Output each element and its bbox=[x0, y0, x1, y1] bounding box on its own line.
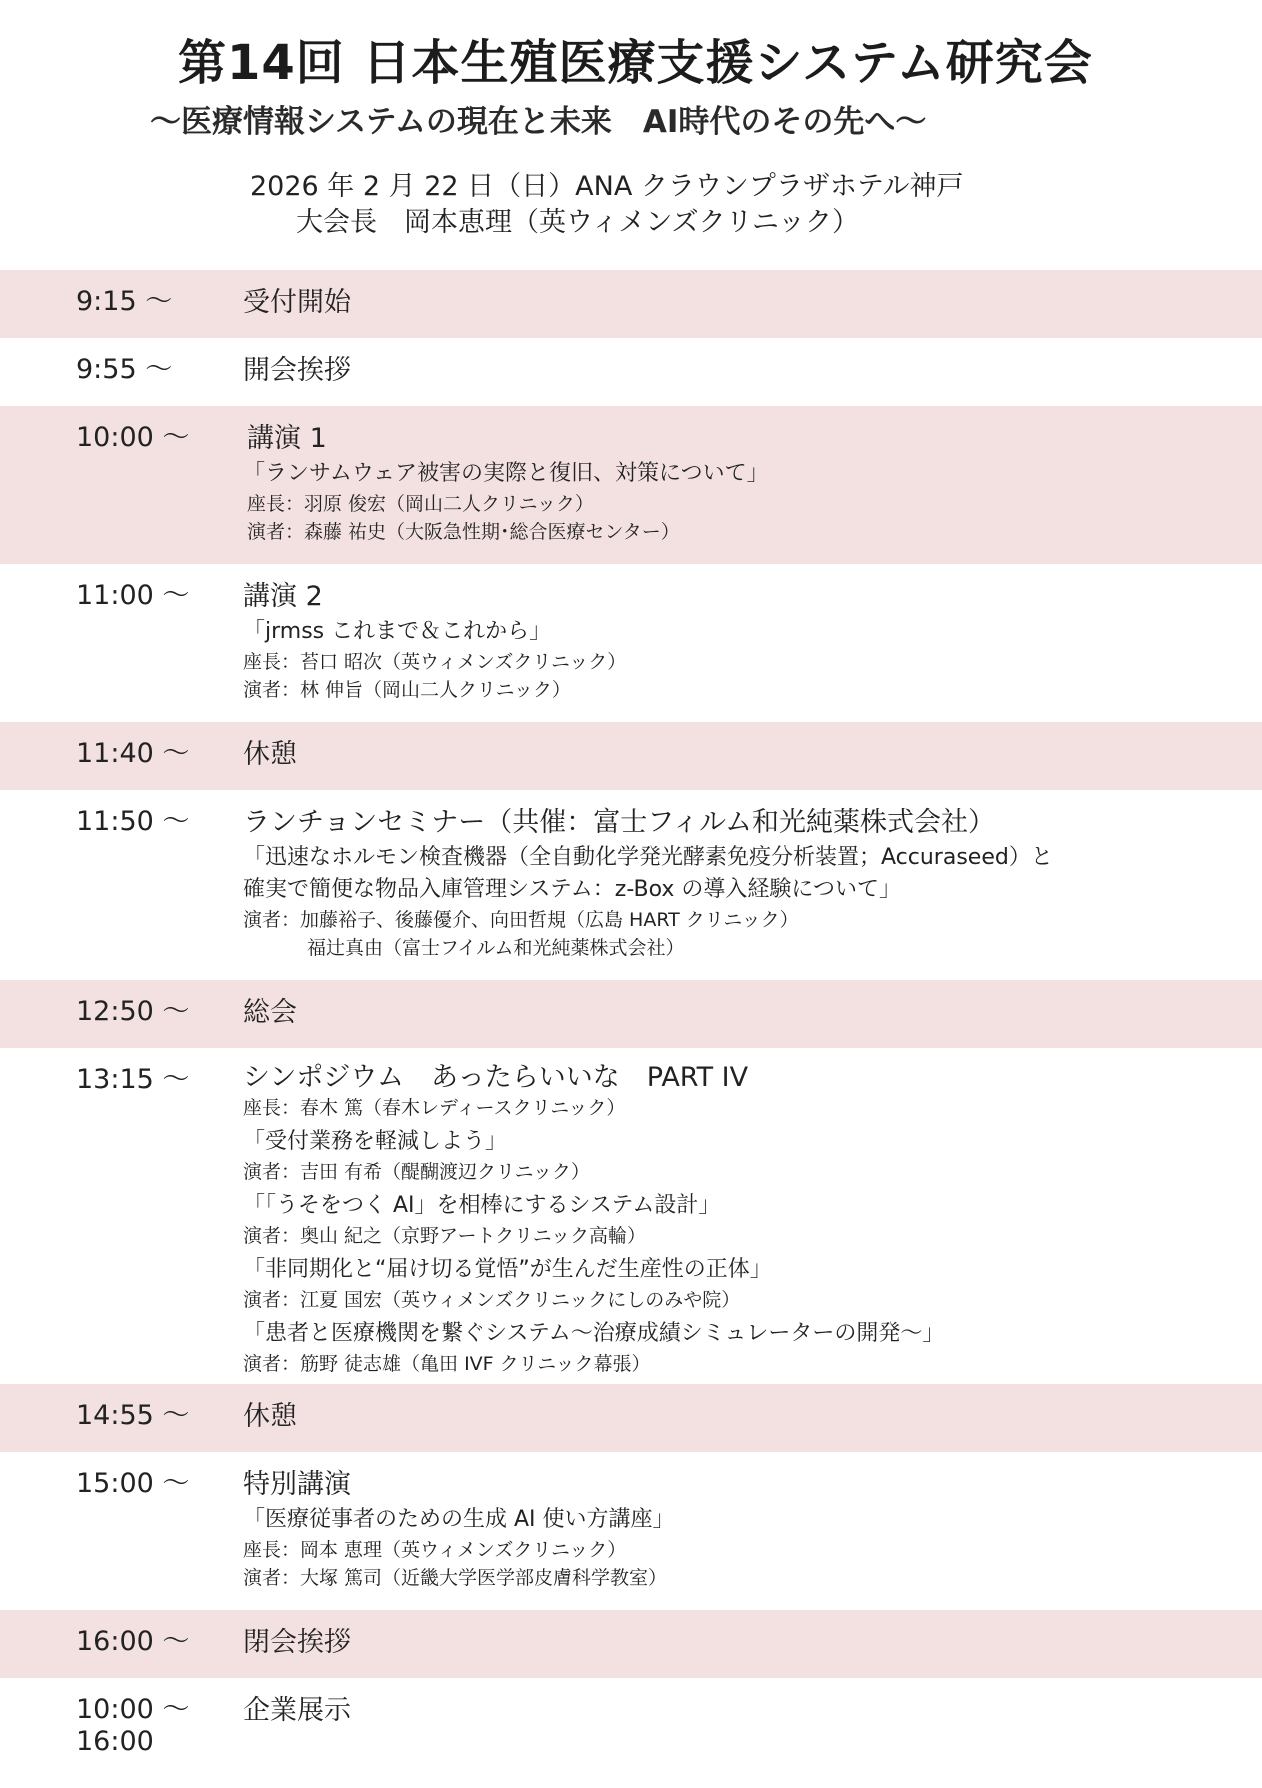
schedule-row-break-2 bbox=[0, 1384, 1262, 1452]
lecture-chair: 座長：苔口 昭次（英ウィメンズクリニック） bbox=[243, 651, 627, 673]
schedule-time: 10:00 〜 16:00 bbox=[76, 1694, 190, 1757]
schedule-label: ランチョンセミナー（共催：富士フィルム和光純薬株式会社） bbox=[243, 807, 995, 838]
schedule-row-special-lecture bbox=[0, 1452, 1262, 1610]
schedule-time: 10:00 〜 bbox=[76, 422, 190, 453]
schedule-row-symposium bbox=[0, 1048, 1262, 1384]
symposium-topic-2: 「「うそをつく AI」を相棒にするシステム設計」 bbox=[243, 1193, 721, 1218]
schedule-row-opening bbox=[0, 338, 1262, 406]
symposium-speaker-4: 演者：筋野 徒志雄（亀田 IVF クリニック幕張） bbox=[243, 1353, 651, 1375]
page-header bbox=[0, 0, 1262, 270]
symposium-topic-4: 「患者と医療機関を繋ぐシステム〜治療成績シミュレーターの開発〜」 bbox=[243, 1321, 945, 1346]
schedule-row-exhibition bbox=[0, 1678, 1262, 1768]
schedule-time: 13:15 〜 bbox=[76, 1064, 190, 1095]
schedule-label: 企業展示 bbox=[243, 1695, 351, 1726]
schedule-time: 11:50 〜 bbox=[76, 806, 190, 837]
lecture-speaker: 演者：森藤 祐史（大阪急性期･総合医療センター） bbox=[247, 521, 680, 543]
schedule-time: 9:55 〜 bbox=[76, 354, 173, 385]
schedule-row-lecture-2 bbox=[0, 564, 1262, 722]
conference-chair: 大会長 岡本恵理（英ウィメンズクリニック） bbox=[296, 207, 859, 238]
symposium-speaker-3: 演者：江夏 国宏（英ウィメンズクリニックにしのみや院） bbox=[243, 1289, 741, 1311]
event-subtitle: ～医療情報システムの現在と未来 AI時代のその先へ～ bbox=[150, 104, 927, 140]
seminar-speakers-line-1: 演者：加藤裕子、後藤優介、向田哲規（広島 HART クリニック） bbox=[243, 909, 799, 931]
program-schedule bbox=[0, 270, 1262, 1768]
lecture-topic: 「ランサムウェア被害の実際と復旧、対策について」 bbox=[243, 461, 769, 486]
lecture-speaker: 演者：林 伸旨（岡山二人クリニック） bbox=[243, 679, 571, 701]
schedule-label: 総会 bbox=[243, 997, 297, 1028]
schedule-time: 11:40 〜 bbox=[76, 738, 190, 769]
schedule-row-break-1 bbox=[0, 722, 1262, 790]
seminar-topic-line-1: 「迅速なホルモン検査機器（全自動化学発光酵素免疫分析装置；Accuraseed）と bbox=[243, 845, 1053, 870]
schedule-label: 休憩 bbox=[243, 739, 297, 770]
schedule-label: 講演 1 bbox=[247, 423, 327, 454]
schedule-time: 11:00 〜 bbox=[76, 580, 190, 611]
schedule-label: 特別講演 bbox=[243, 1469, 351, 1500]
event-title: 第14回 日本生殖医療支援システム研究会 bbox=[178, 35, 1093, 91]
schedule-time: 15:00 〜 bbox=[76, 1468, 190, 1499]
schedule-time: 16:00 〜 bbox=[76, 1626, 190, 1657]
schedule-label: 講演 2 bbox=[243, 581, 323, 612]
symposium-topic-3: 「非同期化と“届け切る覚悟”が生んだ生産性の正体」 bbox=[243, 1257, 772, 1282]
schedule-label: 閉会挨拶 bbox=[243, 1627, 351, 1658]
date-venue: 2026 年 2 月 22 日（日）ANA クラウンプラザホテル神戸 bbox=[250, 171, 964, 202]
schedule-label: 受付開始 bbox=[243, 287, 351, 318]
symposium-speaker-1: 演者：吉田 有希（醍醐渡辺クリニック） bbox=[243, 1161, 590, 1183]
schedule-label: 開会挨拶 bbox=[243, 355, 351, 386]
schedule-row-reception bbox=[0, 270, 1262, 338]
lecture-chair: 座長：岡本 恵理（英ウィメンズクリニック） bbox=[243, 1539, 627, 1561]
symposium-topic-1: 「受付業務を軽減しよう」 bbox=[243, 1129, 508, 1154]
lecture-topic: 「医療従事者のための生成 AI 使い方講座」 bbox=[243, 1507, 675, 1532]
lecture-chair: 座長：羽原 俊宏（岡山二人クリニック） bbox=[247, 493, 594, 515]
lecture-topic: 「jrmss これまで＆これから」 bbox=[243, 619, 552, 644]
schedule-time: 14:55 〜 bbox=[76, 1400, 190, 1431]
schedule-label: シンポジウム あったらいいな PART IV bbox=[243, 1062, 749, 1093]
schedule-time: 9:15 〜 bbox=[76, 286, 173, 317]
seminar-speakers-line-2: 福辻真由（富士フイルム和光純薬株式会社） bbox=[307, 937, 685, 959]
symposium-speaker-2: 演者：奥山 紀之（京野アートクリニック高輪） bbox=[243, 1225, 646, 1247]
schedule-row-luncheon-seminar bbox=[0, 790, 1262, 980]
schedule-label: 休憩 bbox=[243, 1401, 297, 1432]
seminar-topic-line-2: 確実で簡便な物品入庫管理システム：z-Box の導入経験について」 bbox=[243, 877, 901, 902]
schedule-time: 12:50 〜 bbox=[76, 996, 190, 1027]
schedule-row-lecture-1 bbox=[0, 406, 1262, 564]
symposium-chair: 座長：春木 篤（春木レディースクリニック） bbox=[243, 1097, 626, 1119]
schedule-row-general-meeting bbox=[0, 980, 1262, 1048]
lecture-speaker: 演者：大塚 篤司（近畿大学医学部皮膚科学教室） bbox=[243, 1567, 668, 1589]
schedule-row-closing bbox=[0, 1610, 1262, 1678]
